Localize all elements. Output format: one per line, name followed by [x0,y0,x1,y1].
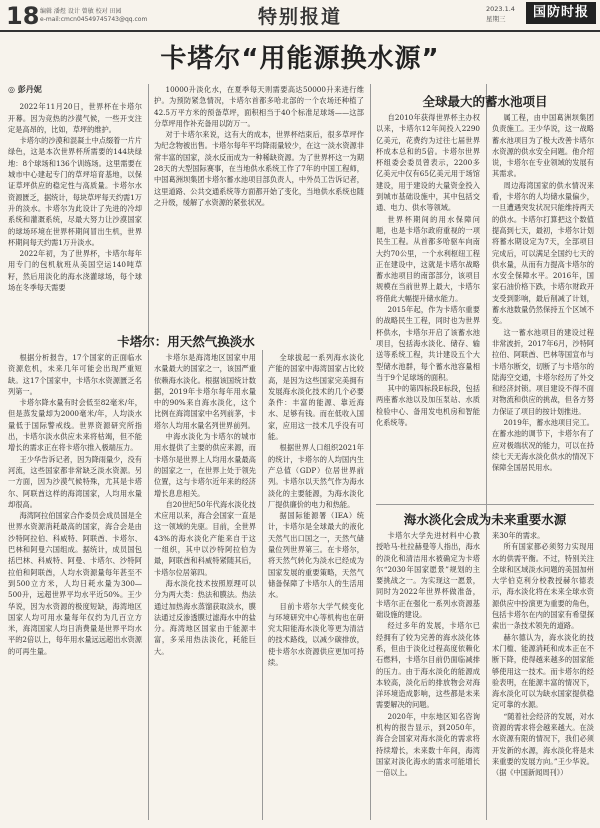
article-title: 卡塔尔“用能源换水源” [160,44,440,74]
paragraph: 卡塔尔降水量有时会低至82毫米/年，但是蒸发量却为2000毫米/年，人均淡水量低于国际警戒线。世界资源研究所指出，卡塔尔淡水供应未来将枯竭，但不能增长的需求正在将卡塔尔推入极端压力。 [8,398,142,453]
paragraph: 海水淡化技术按照原理可以分为两大类：热法和膜法。热法通过加热海水蒸馏获取淡水，膜法通过反渗透膜过滤海水中的盐分。海湾地区国家由于能源丰富，多采用热法淡化，耗能巨大。 [154,578,256,656]
paragraph: 目前卡塔尔大学气候变化与环境研究中心等机构也在研究太阳能海水淡化等更为清洁的技术路线，以减少碳排放，使卡塔尔水资源供应更加可持续。 [268,601,364,668]
paragraph: 这一蓄水池项目的建设过程非常波折，2017年6月，沙特阿拉伯、阿联酋、巴林等国宣布与卡塔尔断交，切断了与卡塔尔的陆海空交通，卡塔尔经历了外交和经济封锁。项目建设不得不面对物流和供应的挑战，但各方努力保证了项目的按计划推进。 [492,327,594,416]
header-rule [0,30,600,32]
paragraph: 2022年11月20日，世界杯在卡塔尔开幕。因为竞热的沙漠气候，一些开支注定是高昂的，比如，草坪的维护。 [8,102,142,134]
intro-column-1 [8,84,142,342]
body-column-1 [8,352,142,822]
paragraph: “随着社会经济的发展，对水资源的需求将会越来越大。在淡水资源有限的情况下，我们必须开发新的水源，海水淡化将是未来重要的发展方向。”王少华说。（据《中国新闻周刊》） [492,711,594,778]
paragraph: 对于卡塔尔来说，这有大的成本，世界杯结束后，很多草坪作为纪念物被出售。卡塔尔每年平均降雨量较少，在这一淡水资源非常丰富的国家，淡水反而成为一种稀缺资源。为了世界杯这一为期28天的大型国际赛事，在当地供水系统工作了7年的中国工程师，中国葛洲坝集团卡塔尔蓄水池项目部负责人，中外员工告诉记者，这里道路、公共交通系统等方面都开始了变化，当地供水系统也随之升级，缓解了水资源的紧张状况。 [154,130,364,207]
paragraph: 经过多年的发展，卡塔尔已经拥有了较为完善的海水淡化体系，但由于淡化过程高度依赖化石燃料，卡塔尔目前仍面临减排的压力。由于海水淡化的能源成本较高，淡化后的排放物会对海洋环境造成影响，这些都是未来需要解决的问题。 [376,621,480,710]
body-column-4 [376,112,480,500]
subheading-future-source: 海水淡化会成为未来重要水源 [403,512,567,527]
paragraph: 王少华告诉记者，因为降雨量少，没有河流，这些国家都非常缺乏淡水资源。另一方面，因为沙漠气候特殊，尤其是卡塔尔、阿联酋这样的海湾国家，人均用水量却很高。 [8,454,142,509]
paragraph: 根据世界人口组织2021年的统计，卡塔尔的人均国内生产总值（GDP）位居世界前列。卡塔尔以天然气作为海水淡化的主要能源，为海水淡化厂提供廉价的电力和热能。 [268,443,364,509]
paragraph: 所有国家都必须努力实现用水的供需平衡。不过，特别关注全球和区域淡水问题的美国加州大学伯克利分校教授赫尔德表示，海水淡化将在未来全球水资源供应中扮演更为重要的角色，包括卡塔尔在内的国家有希望探索出一条技术领先的道路。 [492,542,594,631]
body-column-5 [492,112,594,500]
section-label: 特别报道 [257,6,342,28]
issue-date: 2023.1.4 [486,5,515,13]
column-divider [148,350,149,820]
column-divider [486,84,487,820]
byline: ◎ 彭丹妮 [8,85,42,94]
paragraph: 根据分析报告，17个国家的正面临水资源危机，未来几年可能会出现严重短缺。这17个国家中，卡塔尔水资源匮乏名列第一。 [8,353,142,396]
paragraph: 来30年的需求。 [492,531,545,540]
body-column-2 [154,352,256,822]
issue-date-box [486,4,515,24]
editor-email: e-mail:cmcn04549745743@qq.com [40,16,148,23]
paragraph: 自20世纪50年代海水淡化技术应用以来，海合会国家一直是这一领域的先驱。目前，全世界43%的海水淡化产能来自于这一组织，其中以沙特阿拉伯为最，阿联酋和科威特紧随其后，卡塔尔位居第四。 [154,499,256,577]
paragraph: 卡塔尔的沙漠和混凝土中点缀着一片片绿色，这是本次世界杯所需要的144块绿地：8个球场和136个训练场。这里需要在城市中心建起专门的草坪培育基地，以保证草坪供应的稳定性与高质量。卡塔尔水资源匮乏，据统计，每块草坪每天约需1万升的淡水。卡塔尔为此设计了先进的冷却系统和灌溉系统，尽最大努力让沙漠国家的球场环境在世界杯期间冒出生机，世界杯期间每天约需1万升淡水。 [8,136,142,247]
paragraph: 全球拔起一系列海水淡化产能的国家中海湾国家占比较高，是因为这些国家完美拥有发展海水淡化技术的几个必要条件：丰富的能源、靠近海水、足够有钱。而在低收入国家，应用这一技术几乎没有可能。 [268,353,364,442]
column-divider [148,84,149,340]
issue-weekday: 星期三 [486,15,506,23]
body-column-4-lower [376,530,480,822]
paragraph: 卡塔尔大学先进材料中心教授哈马·杜拉赫曼等人指出，海水的淡化和清洁用水被确定为卡塔尔“2030年国家愿景”规划的主要挑战之一。为实现这一愿景，同时为2022年世界杯做准备，卡塔尔正在强化一系列水资源基础设施的建设。 [376,531,480,620]
paragraph: 2019年，蓄水池项目完工。在蓄水池的调节下，卡塔尔有了应对极端状况的能力，可以在持续七天无海水淡化供水的情况下保障全国居民用水。 [492,418,594,473]
subheading-natural-gas: 卡塔尔：用天然气换淡水 [117,334,255,349]
paragraph: 2015年起，作为卡塔尔重要的战略民生工程，同时也为世界杯供水，卡塔尔开启了该蓄水池项目，包括海水淡化、储存、输送等系统工程，共计建设五个大型储水池群，每个蓄水池容量相当于9个足球场的面积。 [376,305,480,382]
paragraph: 10000升淡化水，在夏季每天则需要高达50000升来进行维护。为预防紧急情况，卡塔尔首都多哈北部的一个农场还种植了42.5万平方米的预备草坪，面积相当于40个标准足球场——这部分草坪用作补充备用以防万一。 [154,85,364,128]
section-rule [376,504,594,505]
paragraph: 卡塔尔是海湾地区国家中用水量最大的国家之一，该国严重依赖海水淡化。根据该国统计数据，2019年卡塔尔每年用水量中的90%来自海水淡化，这个比例在海湾国家中名列前茅，卡塔尔人均用水量名列世界前列。 [154,353,256,430]
paragraph: 2020年，中东地区知名咨询机构的报告显示，到2050年，海合会国家对海水淡化的需求将持续增长，未来数十年间，海湾国家对淡化海水的需求可能增长一倍以上。 [376,711,480,778]
paragraph: 其中的第四标段E标段，包括两座蓄水池以及加压泵站、水质检验中心、备用发电机房和智能化系统等。 [376,384,480,428]
intro-column-2 [154,84,364,342]
column-divider [370,350,371,820]
paragraph: 海湾阿拉伯国家合作委员会成员国是全世界水资源消耗最高的国家，海合会是由沙特阿拉伯、科威特、阿联酋、卡塔尔、巴林和阿曼六国组成。据统计，成员国包括巴林、科威特、阿曼、卡塔尔、沙特阿拉伯和阿联酋，人均水资源量每年甚至不到500立方米，人均日耗水量为300—500升，远超世界平均水平近50%。王少华说，因为水资源的极度短缺，海湾地区国家人均可用水量每年仅约为几百立方米，海湾国家人均日消费量是世界平均水平的2倍以上，每年用水量远远超出水资源的可再生量。 [8,511,142,656]
paragraph: 周边海湾国家的供水情况来看，卡塔尔的人均储水量偏少，一旦遭遇突发状况只能维持两天的供水。卡塔尔打算把这个数值提高到七天，最初，卡塔尔计划将蓄水期设定为7天，全部项目完成后，可以满足全国约七天的供水量，从而有力提高卡塔尔的水安全保障水平。2016年，国家石油价格下跌，卡塔尔财政开支受到影响，最后削减了计划，蓄水池数量仍然保持五个区域不变。 [492,180,594,326]
column-divider [262,350,263,820]
page-header [0,0,600,36]
body-column-5-lower [492,530,594,822]
paragraph: 据国际能源署（IEA）统计，卡塔尔是全球最大的液化天然气出口国之一，天然气储量位列世界第三。在卡塔尔，将天然气转化为淡水已经成为国家发展的重要策略，天然气储备保障了卡塔尔人的生活用水。 [268,511,364,600]
paragraph: 自2010年获得世界杯主办权以来，卡塔尔12年间投入2290亿美元，花费约为过往七届世界杯成本总和的5倍。卡塔尔世界杯组委会委员曾表示，2200多亿美元中仅有65亿美元用于场馆建设，用于建设的大量资金投入到城市基础设施中，其中包括交通、电力、供水等领域。 [376,113,480,213]
paragraph: 世界杯期间的用水保障问题，也是卡塔尔政府重视的一项民生工程。从首都多哈驱车向南大约70公里，一个水利枢纽工程正在建设中，这就是卡塔尔战略蓄水池项目的南部部分，该项目规模在当前世界上最大，卡塔尔将借此大幅提升储水能力。 [376,214,480,303]
newspaper-masthead-logo: 国防时报 [526,2,596,24]
paragraph: 属工程，由中国葛洲坝集团负责施工。王少华说，这一战略蓄水池项目为了极大改善卡塔尔水资源的供水安全问题。他介绍说，卡塔尔在专业领域的发展有其需求。 [492,113,594,179]
paragraph: 2022年初，为了世界杯，卡塔尔每年用专门的包机航班从美国空运140吨草籽，然后用淡化的海水浇灌球场，每个球场在冬季每天需要 [8,249,142,293]
paragraph: 赫尔德认为，海水淡化的技术门槛、能源消耗和成本正在不断下降，使得越来越多的国家能够使用这一技术。而卡塔尔的经验表明，在能源丰富的情况下，海水淡化可以为缺水国家提供稳定可靠的水源。 [492,632,594,710]
body-column-3 [268,352,364,822]
subheading-reservoir: 全球最大的蓄水池项目 [422,94,548,109]
page-number: 18 [6,2,40,30]
column-divider [370,84,371,340]
paragraph: 中海水淡化为卡塔尔的城市用水提供了主要的供应来源，而卡塔尔是世界上人均用水量最高的国家之一，在世界上处于领先位置，这与卡塔尔近年来的经济增长息息相关。 [154,432,256,498]
editor-credits: 编辑 潘煜 设计 曾敏 校对 田园 [40,8,122,15]
